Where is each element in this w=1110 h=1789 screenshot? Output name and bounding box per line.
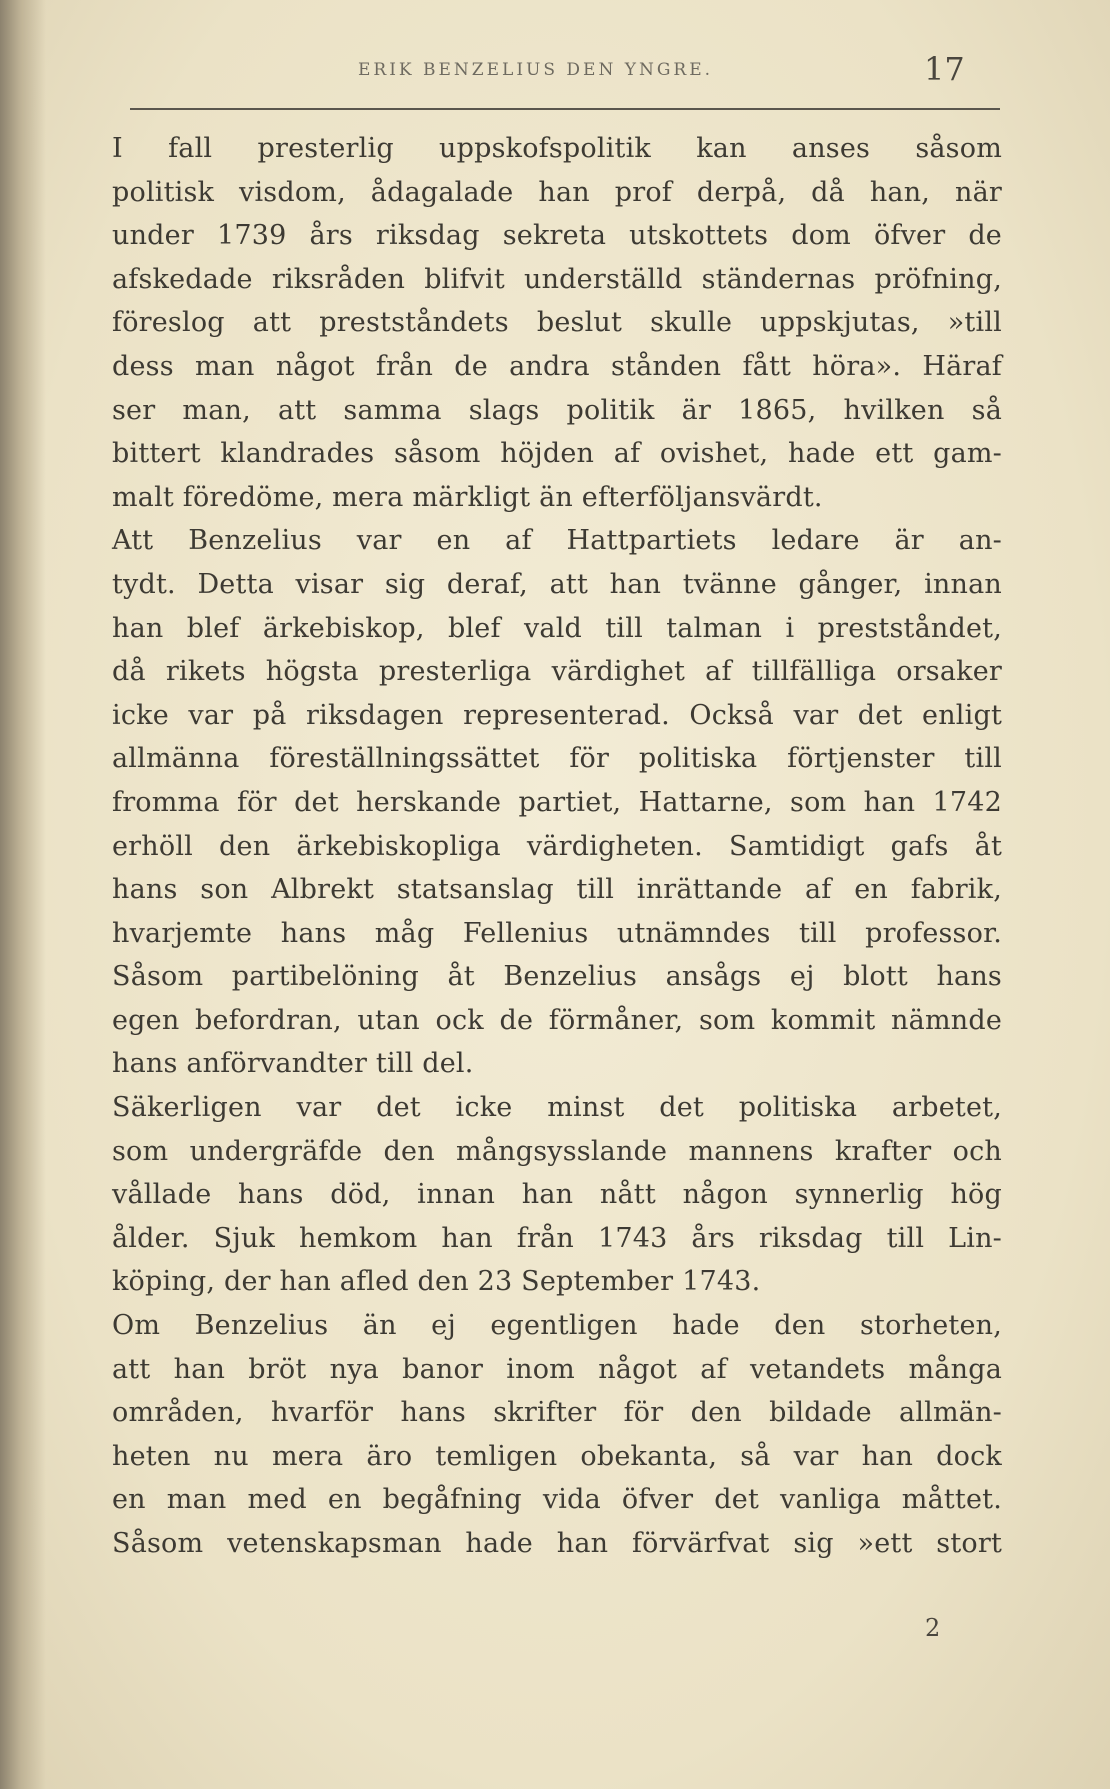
- text-line: fromma för det herskande partiet, Hattarne, som han 1742: [112, 786, 1002, 818]
- text-line: Såsom partibelöning åt Benzelius ansågs ej blott hans: [112, 961, 1002, 993]
- text-line: områden, hvarför hans skrifter för den bildade allmän-: [112, 1397, 1002, 1429]
- signature-mark: 2: [925, 1614, 941, 1642]
- text-line: hvarjemte hans måg Fellenius utnämndes till professor.: [112, 917, 1002, 949]
- text-line: I fall presterlig uppskofspolitik kan anses såsom: [112, 133, 1002, 164]
- text-line: erhöll den ärkebiskopliga värdigheten. Samtidigt gafs åt: [112, 830, 1002, 862]
- text-line: icke var på riksdagen representerad. Också var det enligt: [112, 699, 1002, 731]
- page-number: 17: [924, 50, 965, 88]
- text-line: ålder. Sjuk hemkom han från 1743 års riksdag till Lin-: [112, 1222, 1002, 1254]
- text-line: tydt. Detta visar sig deraf, att han tvänne gånger, innan: [112, 568, 1002, 600]
- text-line: heten nu mera äro temligen obekanta, så var han dock: [112, 1440, 1002, 1472]
- text-line: hans anförvandter till del.: [112, 1048, 474, 1080]
- text-line: då rikets högsta presterliga värdighet af tillfälliga orsaker: [112, 656, 1002, 688]
- text-line: vållade hans död, innan han nått någon synnerlig hög: [112, 1179, 1002, 1211]
- body-text: [112, 127, 1002, 1566]
- text-line: afskedade riksråden blifvit underställd ständernas pröfning,: [112, 263, 1002, 295]
- text-line: bittert klandrades såsom höjden af ovishet, hade ett gam-: [112, 438, 1002, 470]
- text-line: dess man något från de andra stånden fått höra». Häraf: [112, 350, 1002, 382]
- text-line: egen befordran, utan ock de förmåner, som kommit nämnde: [112, 1004, 1002, 1036]
- header-rule: [130, 108, 1000, 110]
- text-line: under 1739 års riksdag sekreta utskottets dom öfver de: [112, 220, 1002, 252]
- running-title: ERIK BENZELIUS DEN YNGRE.: [358, 60, 714, 80]
- text-line: han blef ärkebiskop, blef vald till talman i prestståndet,: [112, 612, 1002, 644]
- text-line: hans son Albrekt statsanslag till inrättande af en fabrik,: [112, 874, 1002, 906]
- text-line: en man med en begåfning vida öfver det vanliga måttet.: [112, 1484, 1002, 1516]
- text-line: Såsom vetenskapsman hade han förvärfvat sig »ett stort: [112, 1528, 1002, 1559]
- text-line: Säkerligen var det icke minst det politiska arbetet,: [112, 1092, 1002, 1124]
- binding-shadow: [0, 0, 46, 1789]
- text-line: ser man, att samma slags politik är 1865, hvilken så: [112, 394, 1002, 426]
- running-head: [240, 50, 1020, 100]
- text-line: köping, der han afled den 23 September 1743.: [112, 1266, 761, 1298]
- text-line: allmänna föreställningssättet för politiska förtjenster till: [112, 743, 1002, 775]
- text-line: politisk visdom, ådagalade han prof derpå, då han, när: [112, 176, 1002, 208]
- text-line: föreslog att prestståndets beslut skulle uppskjutas, »till: [112, 307, 1002, 339]
- text-line: Om Benzelius än ej egentligen hade den storheten,: [112, 1310, 1002, 1342]
- text-line: att han bröt nya banor inom något af vetandets många: [112, 1353, 1002, 1385]
- text-line: malt föredöme, mera märkligt än efterföljansvärdt.: [112, 481, 823, 513]
- text-line: Att Benzelius var en af Hattpartiets ledare är an-: [112, 525, 1002, 557]
- text-line: som undergräfde den mångsysslande mannens krafter och: [112, 1135, 1002, 1167]
